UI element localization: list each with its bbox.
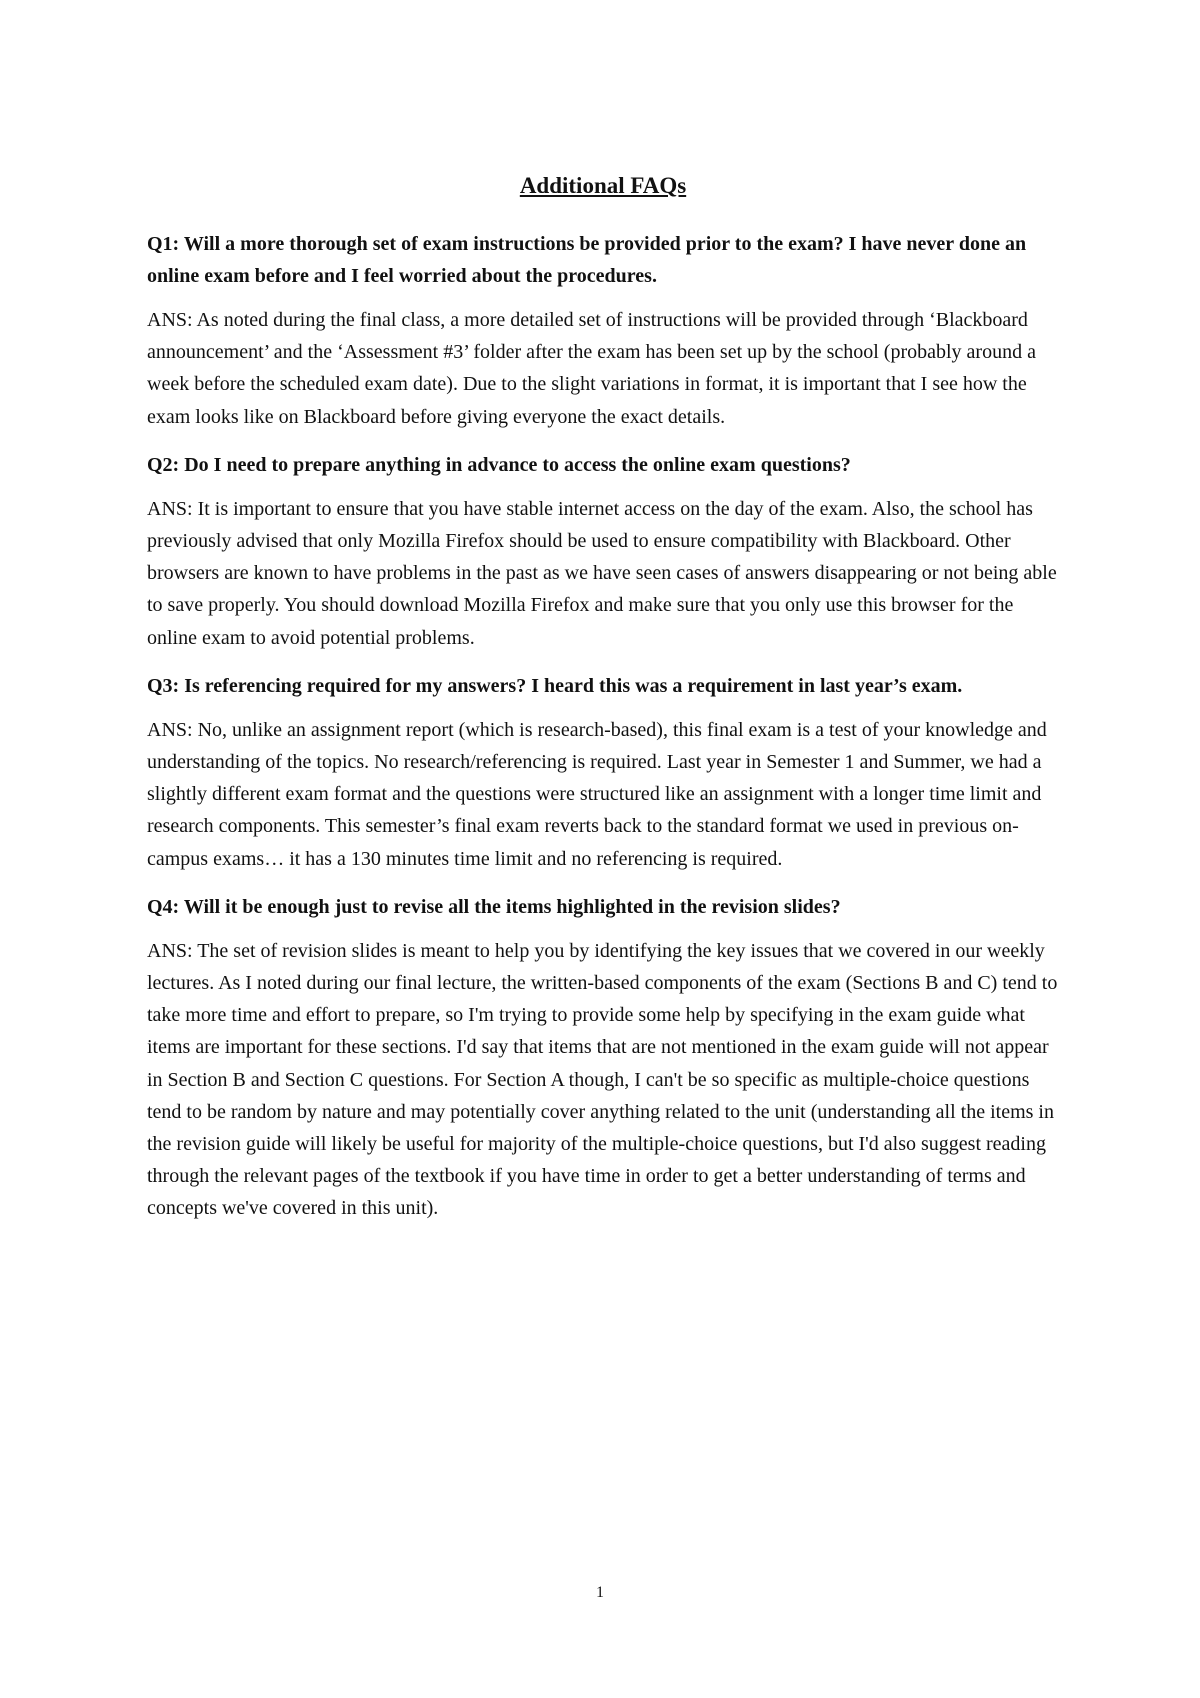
faq-answer: ANS: The set of revision slides is meant to help you by identifying the key issues that we covered in our weekly lectures. As I noted during our final lecture, the written-based components of the exam (Sections B and C) tend to take more time and effort to prepare, so I'm trying to provide some help by specifying in the exam guide what items are important for these sections. I'd say that items that are not mentioned in the exam guide will not appear in Section B and Section C questions. For Section A though, I can't be so specific as multiple-choice questions tend to be random by nature and may potentially cover anything related to the unit (understanding all the items in the revision guide will likely be useful for majority of the multiple-choice questions, but I'd also suggest reading through the relevant pages of the textbook if you have time in order to get a better understanding of terms and concepts we've covered in this unit). xyxy=(147,939,1058,1220)
page-number: 1 xyxy=(596,1584,604,1601)
faq-answer: ANS: It is important to ensure that you have stable internet access on the day of the exam. Also, the school has previously advised that only Mozilla Firefox should be used to ensure compatibility with Blackboard. Other browsers are known to have problems in the past as we have seen cases of answers disappearing or not being able to save properly. You should download Mozilla Firefox and make sure that you only use this browser for the online exam to avoid potential problems. xyxy=(147,497,1057,649)
faq-item-q3 xyxy=(147,670,1059,875)
faq-item-q1 xyxy=(147,228,1059,433)
document-title: Additional FAQs xyxy=(519,173,687,198)
document-body xyxy=(147,170,1059,1241)
faq-answer: ANS: As noted during the final class, a more detailed set of instructions will be provided through ‘Blackboard announcement’ and the ‘Assessment #3’ folder after the exam has been set up by the school (probably around a week before the scheduled exam date). Due to the slight variations in format, it is important that I see how the exam looks like on Blackboard before giving everyone the exact details. xyxy=(147,309,1036,428)
faq-question: Q4: Will it be enough just to revise all the items highlighted in the revision slides? xyxy=(147,895,841,918)
faq-question: Q1: Will a more thorough set of exam instructions be provided prior to the exam? I have never done an online exam before and I feel worried about the procedures. xyxy=(147,233,1027,287)
faq-item-q2 xyxy=(147,449,1059,654)
faq-question: Q2: Do I need to prepare anything in advance to access the online exam questions? xyxy=(147,453,851,476)
faq-answer: ANS: No, unlike an assignment report (which is research-based), this final exam is a test of your knowledge and understanding of the topics. No research/referencing is required. Last year in Semester 1 and Summer, we had a slightly different exam format and the questions were structured like an assignment with a longer time limit and research components. This semester’s final exam reverts back to the standard format we used in previous on-campus exams… it has a 130 minutes time limit and no referencing is required. xyxy=(147,718,1047,870)
faq-question: Q3: Is referencing required for my answers? I heard this was a requirement in last year’s exam. xyxy=(147,674,963,697)
faq-item-q4 xyxy=(147,891,1059,1225)
